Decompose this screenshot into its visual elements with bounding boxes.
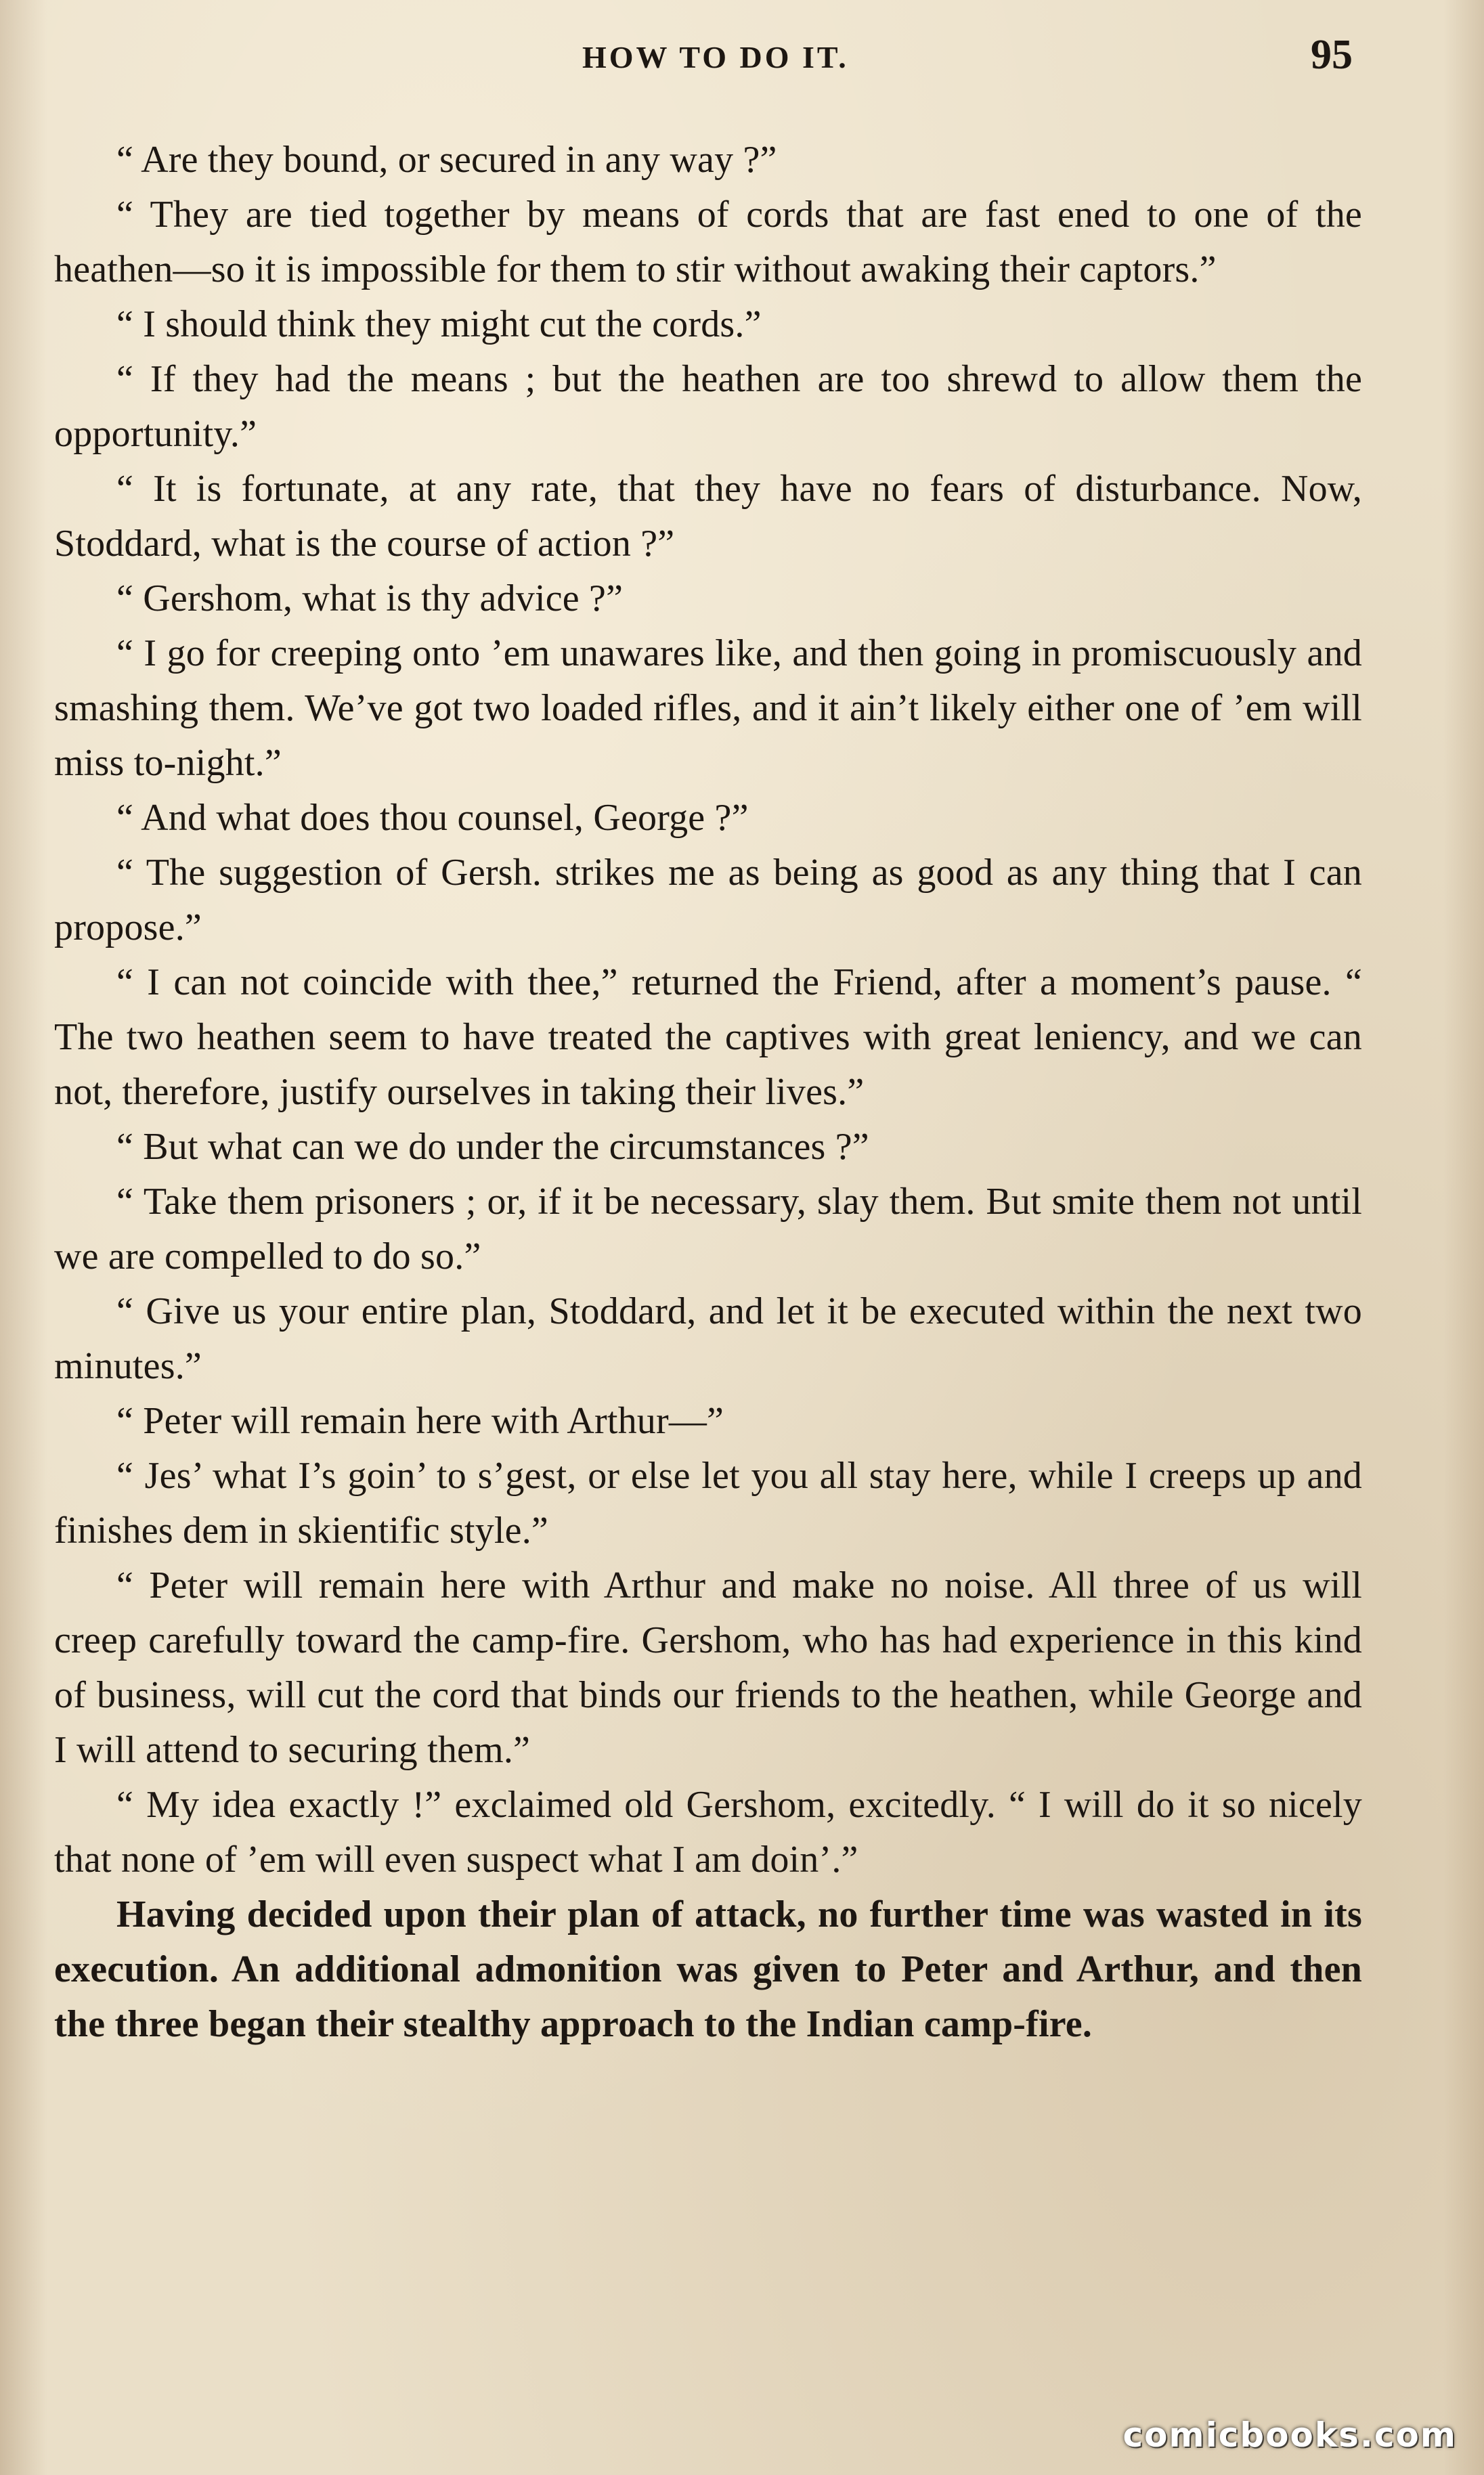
paragraph: “ If they had the means ; but the heathen are too shrewd to allow them the opportunity.” bbox=[54, 358, 1362, 455]
paragraph: “ They are tied together by means of cords that are fast ened to one of the heathen—so it is impossible for them to stir without awaking their captors.” bbox=[54, 194, 1362, 290]
paragraph: “ Take them prisoners ; or, if it be necessary, slay them. But smite them not until we are compelled to do so.” bbox=[54, 1181, 1362, 1277]
narrative-paragraph: Having decided upon their plan of attack, no further time was wasted in its execution. An additional admonition was given to Peter and Arthur, and then the three began their stealthy approach to the Indian camp-fire. bbox=[54, 1893, 1362, 2045]
paragraph: “ I go for creeping onto ’em unawares like, and then going in promiscuously and smashing them. We’ve got two loaded rifles, and it ain’t likely either one of ’em will miss to-night.” bbox=[54, 632, 1362, 784]
page-number: 95 bbox=[1311, 32, 1353, 78]
paragraph: “ And what does thou counsel, George ?” bbox=[116, 797, 749, 839]
paragraph: “ The suggestion of Gersh. strikes me as being as good as any thing that I can propose.” bbox=[54, 852, 1362, 948]
watermark: comicbooks.com bbox=[1122, 2415, 1457, 2455]
paragraph: “ Are they bound, or secured in any way ?” bbox=[116, 139, 777, 181]
paragraph: “ Peter will remain here with Arthur—” bbox=[116, 1400, 724, 1442]
paragraph: “ I should think they might cut the cords.” bbox=[116, 303, 762, 345]
paragraph: “ I can not coincide with thee,” returned the Friend, after a moment’s pause. “ The two heathen seem to have treated the captives with great leniency, and we can not, therefore, justify ourselves in taking their lives.” bbox=[54, 961, 1362, 1113]
paragraph: “ My idea exactly !” exclaimed old Gershom, excitedly. “ I will do it so nicely that none of ’em will even suspect what I am doin’.” bbox=[54, 1784, 1362, 1881]
paragraph: “ But what can we do under the circumstances ?” bbox=[116, 1126, 869, 1168]
paragraph: “ Jes’ what I’s goin’ to s’gest, or else let you all stay here, while I creeps up and finishes dem in skientific style.” bbox=[54, 1455, 1362, 1552]
body-text bbox=[54, 133, 1362, 2052]
paragraph: “ Peter will remain here with Arthur and make no noise. All three of us will creep carefully toward the camp-fire. Gershom, who has had experience in this kind of business, will cut the cord that binds our friends to the heathen, while George and I will attend to securing them.” bbox=[54, 1564, 1362, 1771]
paragraph: “ Gershom, what is thy advice ?” bbox=[116, 577, 624, 619]
running-head: HOW TO DO IT. bbox=[582, 40, 849, 74]
paragraph: “ It is fortunate, at any rate, that they have no fears of disturbance. Now, Stoddard, what is the course of action ?” bbox=[54, 468, 1362, 565]
paragraph: “ Give us your entire plan, Stoddard, and let it be executed within the next two minutes.” bbox=[54, 1290, 1362, 1387]
